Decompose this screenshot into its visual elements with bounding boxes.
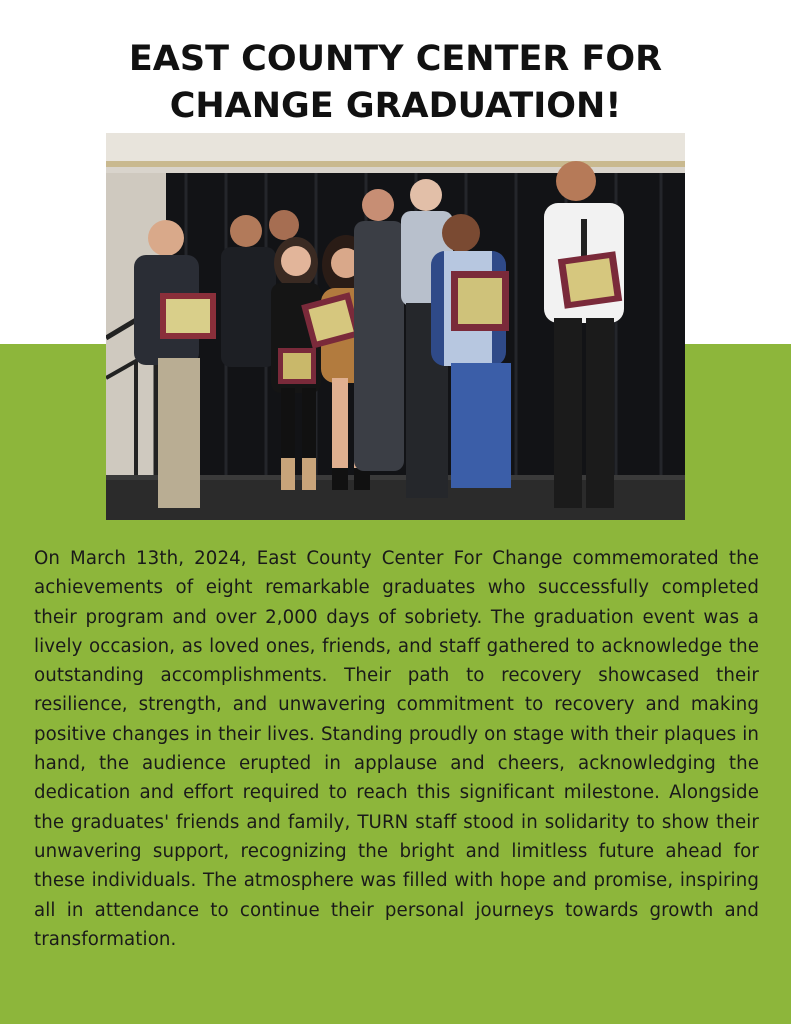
- graduation-photo: [106, 133, 685, 520]
- title-line-2: CHANGE GRADUATION!: [169, 86, 622, 126]
- page-title: [0, 36, 791, 130]
- title-line-1: EAST COUNTY CENTER FOR: [128, 39, 663, 79]
- article-body: On March 13th, 2024, East County Center For Change commemorated the achievements of eight remarkable graduates who successfully completed their program and over 2,000 days of sobriety. The graduation event was a lively occasion, as loved ones, friends, and staff gathered to acknowledge the outstanding accomplishments. Their path to recovery showcased their resilience, strength, and unwavering commitment to recovery and making positive changes in their lives. Standing proudly on stage with their plaques in hand, the audience erupted in applause and cheers, acknowledging the dedication and effort required to reach this significant milestone. Alongside the graduates' friends and family, TURN staff stood in solidarity to show their unwavering support, recognizing the bright and limitless future ahead for these individuals. The atmosphere was filled with hope and promise, inspiring all in attendance to continue their personal journeys towards growth and transformation.: [34, 548, 759, 950]
